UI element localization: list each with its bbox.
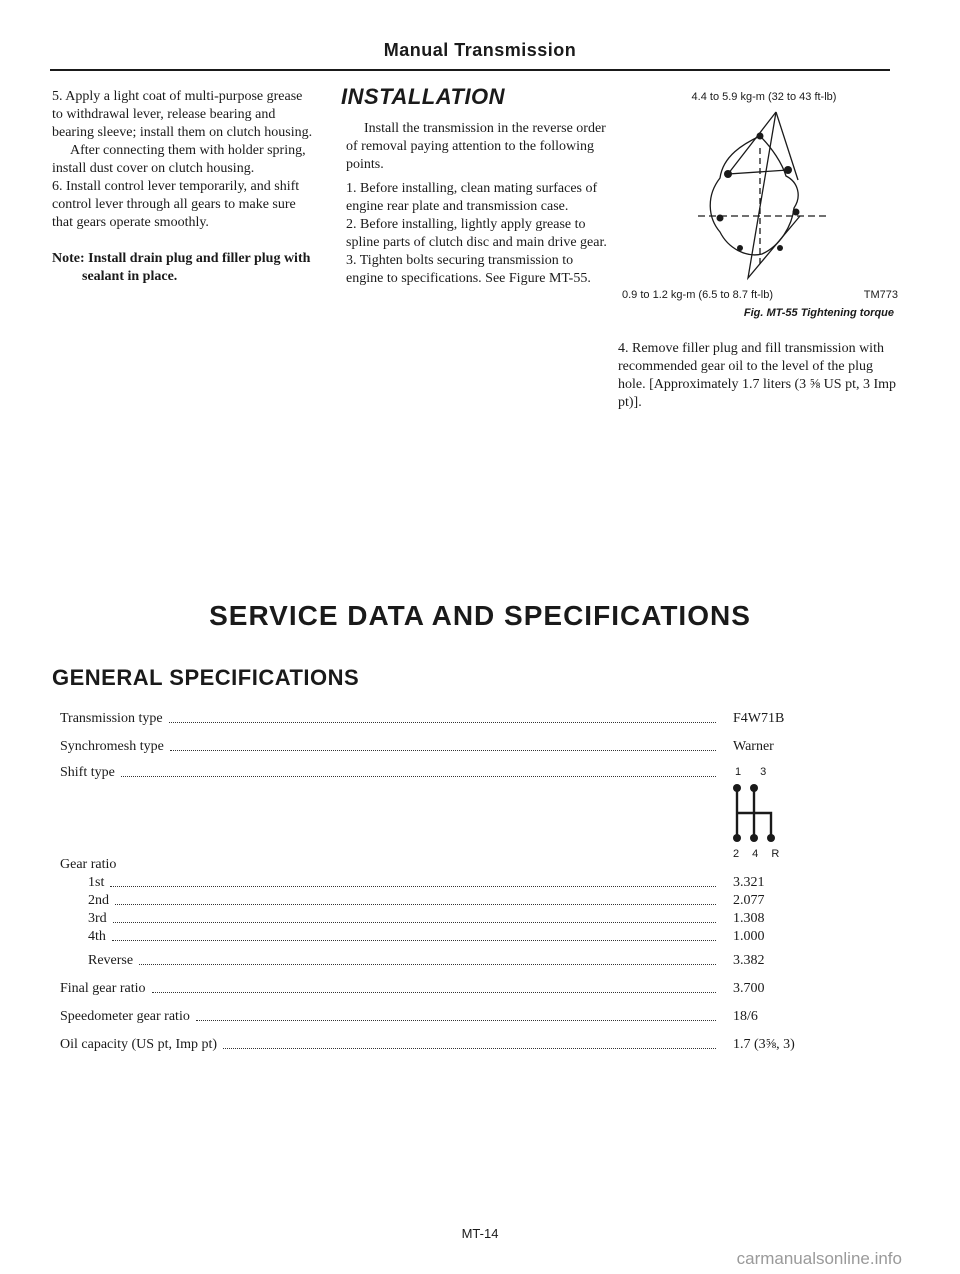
step-5-continued: After connecting them with holder spring, install dust cover on clutch housing. — [52, 143, 306, 176]
spec-label: Final gear ratio — [60, 981, 146, 996]
spec-label: 3rd — [88, 911, 107, 926]
installation-column — [341, 84, 611, 288]
spec-label: Reverse — [88, 953, 134, 968]
spec-value-gear-3rd: 1.308 — [733, 911, 765, 926]
spec-label: 1st — [88, 875, 105, 890]
spec-row-gear-2nd — [88, 892, 720, 910]
spec-value-gear-1st: 3.321 — [733, 875, 765, 890]
torque-diagram — [668, 108, 848, 286]
spec-row-final-gear-ratio — [60, 980, 720, 998]
spec-row-transmission-type — [60, 710, 720, 728]
installation-heading: INSTALLATION — [341, 84, 506, 109]
spec-row-synchromesh-type — [60, 738, 720, 756]
spec-row-speedometer-gear-ratio — [60, 1008, 720, 1026]
spec-value-oil-capacity: 1.7 (3⅝, 3) — [733, 1037, 795, 1052]
page-header-title: Manual Transmission — [383, 40, 577, 60]
spec-label: Oil capacity (US pt, Imp pt) — [60, 1037, 218, 1052]
spec-value-synchromesh-type: Warner — [733, 739, 774, 754]
watermark: carmanualsonline.info — [736, 1249, 902, 1268]
step-5: 5. Apply a light coat of multi-purpose grease to withdrawal lever, release bearing and bearing sleeve; install them on clutch housing. — [52, 89, 313, 140]
torque-top-label: 4.4 to 5.9 kg-m (32 to 43 ft-lb) — [691, 91, 837, 103]
spec-value-speedometer-gear-ratio: 18/6 — [733, 1009, 758, 1024]
shift-pattern-bottom-labels: 2 4 R — [733, 848, 780, 860]
spec-row-gear-1st — [88, 874, 720, 892]
step-6: 6. Install control lever temporarily, and shift control lever through all gears to make sure that gears operate smoothly. — [52, 179, 300, 230]
page-number: MT-14 — [461, 1226, 499, 1241]
spec-label: Transmission type — [60, 711, 163, 726]
step-4: 4. Remove filler plug and fill transmission with recommended gear oil to the level of the plug hole. [Approximately 1.7 liters (3 ⅝ US pt, 3 Imp pt)]. — [618, 341, 897, 410]
spec-label: Shift type — [60, 765, 115, 780]
shift-pattern-icon — [727, 780, 787, 846]
figure-caption: Fig. MT-55 Tightening torque — [743, 307, 894, 319]
note: Note: Install drain plug and filler plug with sealant in place. — [52, 251, 311, 284]
torque-bottom-row — [622, 286, 898, 304]
installation-step-2: 2. Before installing, lightly apply grease to spline parts of clutch disc and main drive gear. — [346, 217, 607, 250]
installation-intro: Install the transmission in the reverse order of removal paying attention to the following points. — [346, 121, 606, 172]
shift-pattern-top-labels: 1 3 — [735, 766, 775, 778]
spec-row-gear-reverse — [88, 952, 720, 970]
figure-column — [618, 88, 898, 412]
left-column — [52, 88, 314, 286]
spec-value-gear-4th: 1.000 — [733, 929, 765, 944]
spec-value-transmission-type: F4W71B — [733, 711, 785, 726]
spec-value-final-gear-ratio: 3.700 — [733, 981, 765, 996]
spec-row-shift-type — [60, 764, 720, 782]
spec-label: Speedometer gear ratio — [60, 1009, 190, 1024]
spec-value-gear-2nd: 2.077 — [733, 893, 765, 908]
spec-label: Synchromesh type — [60, 739, 164, 754]
figure-code: TM773 — [863, 289, 898, 301]
torque-bottom-label: 0.9 to 1.2 kg-m (6.5 to 8.7 ft-lb) — [622, 289, 774, 301]
spec-row-oil-capacity — [60, 1036, 720, 1054]
spec-label: 4th — [88, 929, 106, 944]
spec-row-gear-4th — [88, 928, 720, 946]
service-data-heading: SERVICE DATA AND SPECIFICATIONS — [209, 600, 751, 631]
header-rule — [50, 69, 890, 71]
general-specifications-heading: GENERAL SPECIFICATIONS — [52, 665, 360, 690]
gear-ratio-label: Gear ratio — [60, 857, 117, 872]
installation-step-1: 1. Before installing, clean mating surfaces of engine rear plate and transmission case. — [346, 181, 598, 214]
installation-step-3: 3. Tighten bolts securing transmission to engine to specifications. See Figure MT-55. — [346, 253, 591, 286]
spec-label: 2nd — [88, 893, 109, 908]
spec-row-gear-3rd — [88, 910, 720, 928]
spec-value-gear-reverse: 3.382 — [733, 953, 765, 968]
